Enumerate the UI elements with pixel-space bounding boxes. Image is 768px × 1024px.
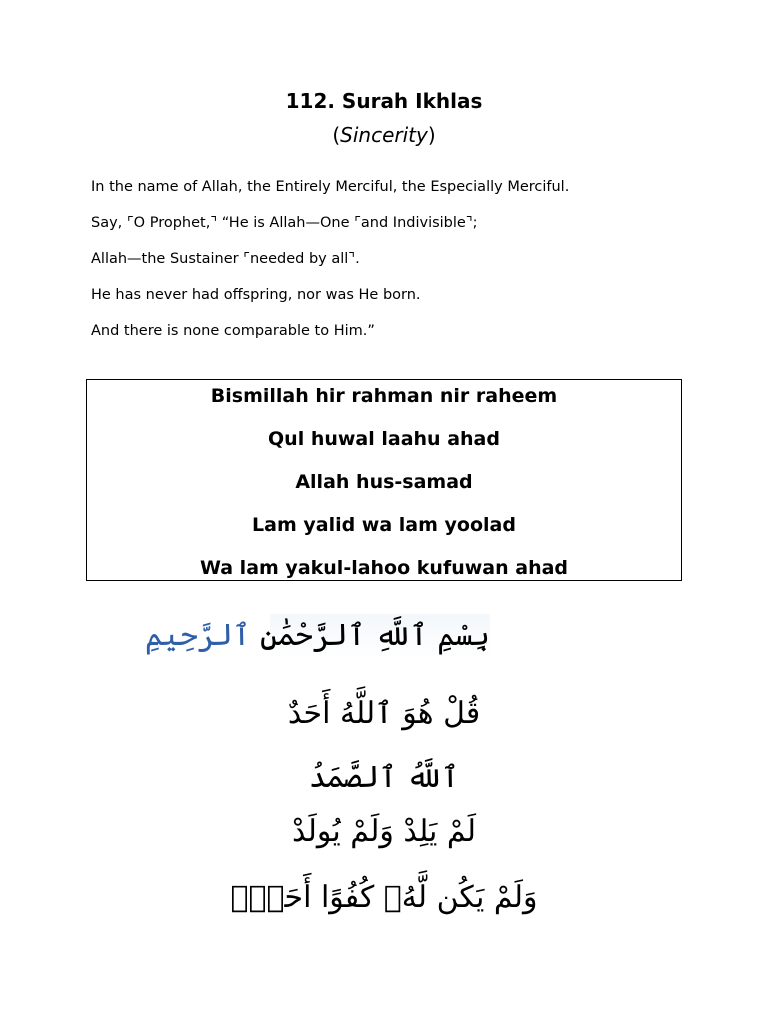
arabic-line-3: ٱللَّهُ ٱلصَّمَدُ <box>308 760 460 795</box>
translation-verse-2: Say, ⌜O Prophet,⌝ “He is Allah—One ⌜and Indivisible⌝; <box>91 215 478 231</box>
page-title: 112. Surah Ikhlas <box>285 89 483 113</box>
translation-verse-3: Allah—the Sustainer ⌜needed by all⌝. <box>91 251 360 267</box>
subtitle-open-paren: ( <box>332 123 341 147</box>
arabic-line-1-main: بِسْمِ ٱللَّهِ ٱلرَّحْمَٰنِ <box>250 618 490 653</box>
arabic-line-5: وَلَمْ يَكُن لَّهُۥ كُفُوًا أَحَدٌۢ <box>230 880 538 915</box>
transliteration-line-3: Allah hus-samad <box>295 471 473 493</box>
subtitle-italic: Sincerity <box>340 123 428 147</box>
subtitle-close-paren: ) <box>427 123 436 147</box>
translation-verse-5: And there is none comparable to Him.” <box>91 323 375 339</box>
transliteration-line-1: Bismillah hir rahman nir raheem <box>210 385 558 407</box>
transliteration-line-2: Qul huwal laahu ahad <box>268 428 500 450</box>
arabic-line-1-highlight: ٱلرَّحِيمِ <box>144 618 251 653</box>
arabic-line-4: لَمْ يَلِدْ وَلَمْ يُولَدْ <box>291 814 477 849</box>
translation-verse-4: He has never had offspring, nor was He born. <box>91 287 421 303</box>
transliteration-box <box>86 379 682 581</box>
transliteration-line-5: Wa lam yakul-lahoo kufuwan ahad <box>199 557 569 579</box>
arabic-line-2: قُلْ هُوَ ٱللَّهُ أَحَدٌ <box>287 696 481 731</box>
arabic-line-1 <box>144 614 490 658</box>
transliteration-line-4: Lam yalid wa lam yoolad <box>252 514 516 536</box>
translation-block <box>91 175 711 355</box>
translation-verse-1: In the name of Allah, the Entirely Merciful, the Especially Merciful. <box>91 179 570 195</box>
page-subtitle <box>0 120 768 150</box>
